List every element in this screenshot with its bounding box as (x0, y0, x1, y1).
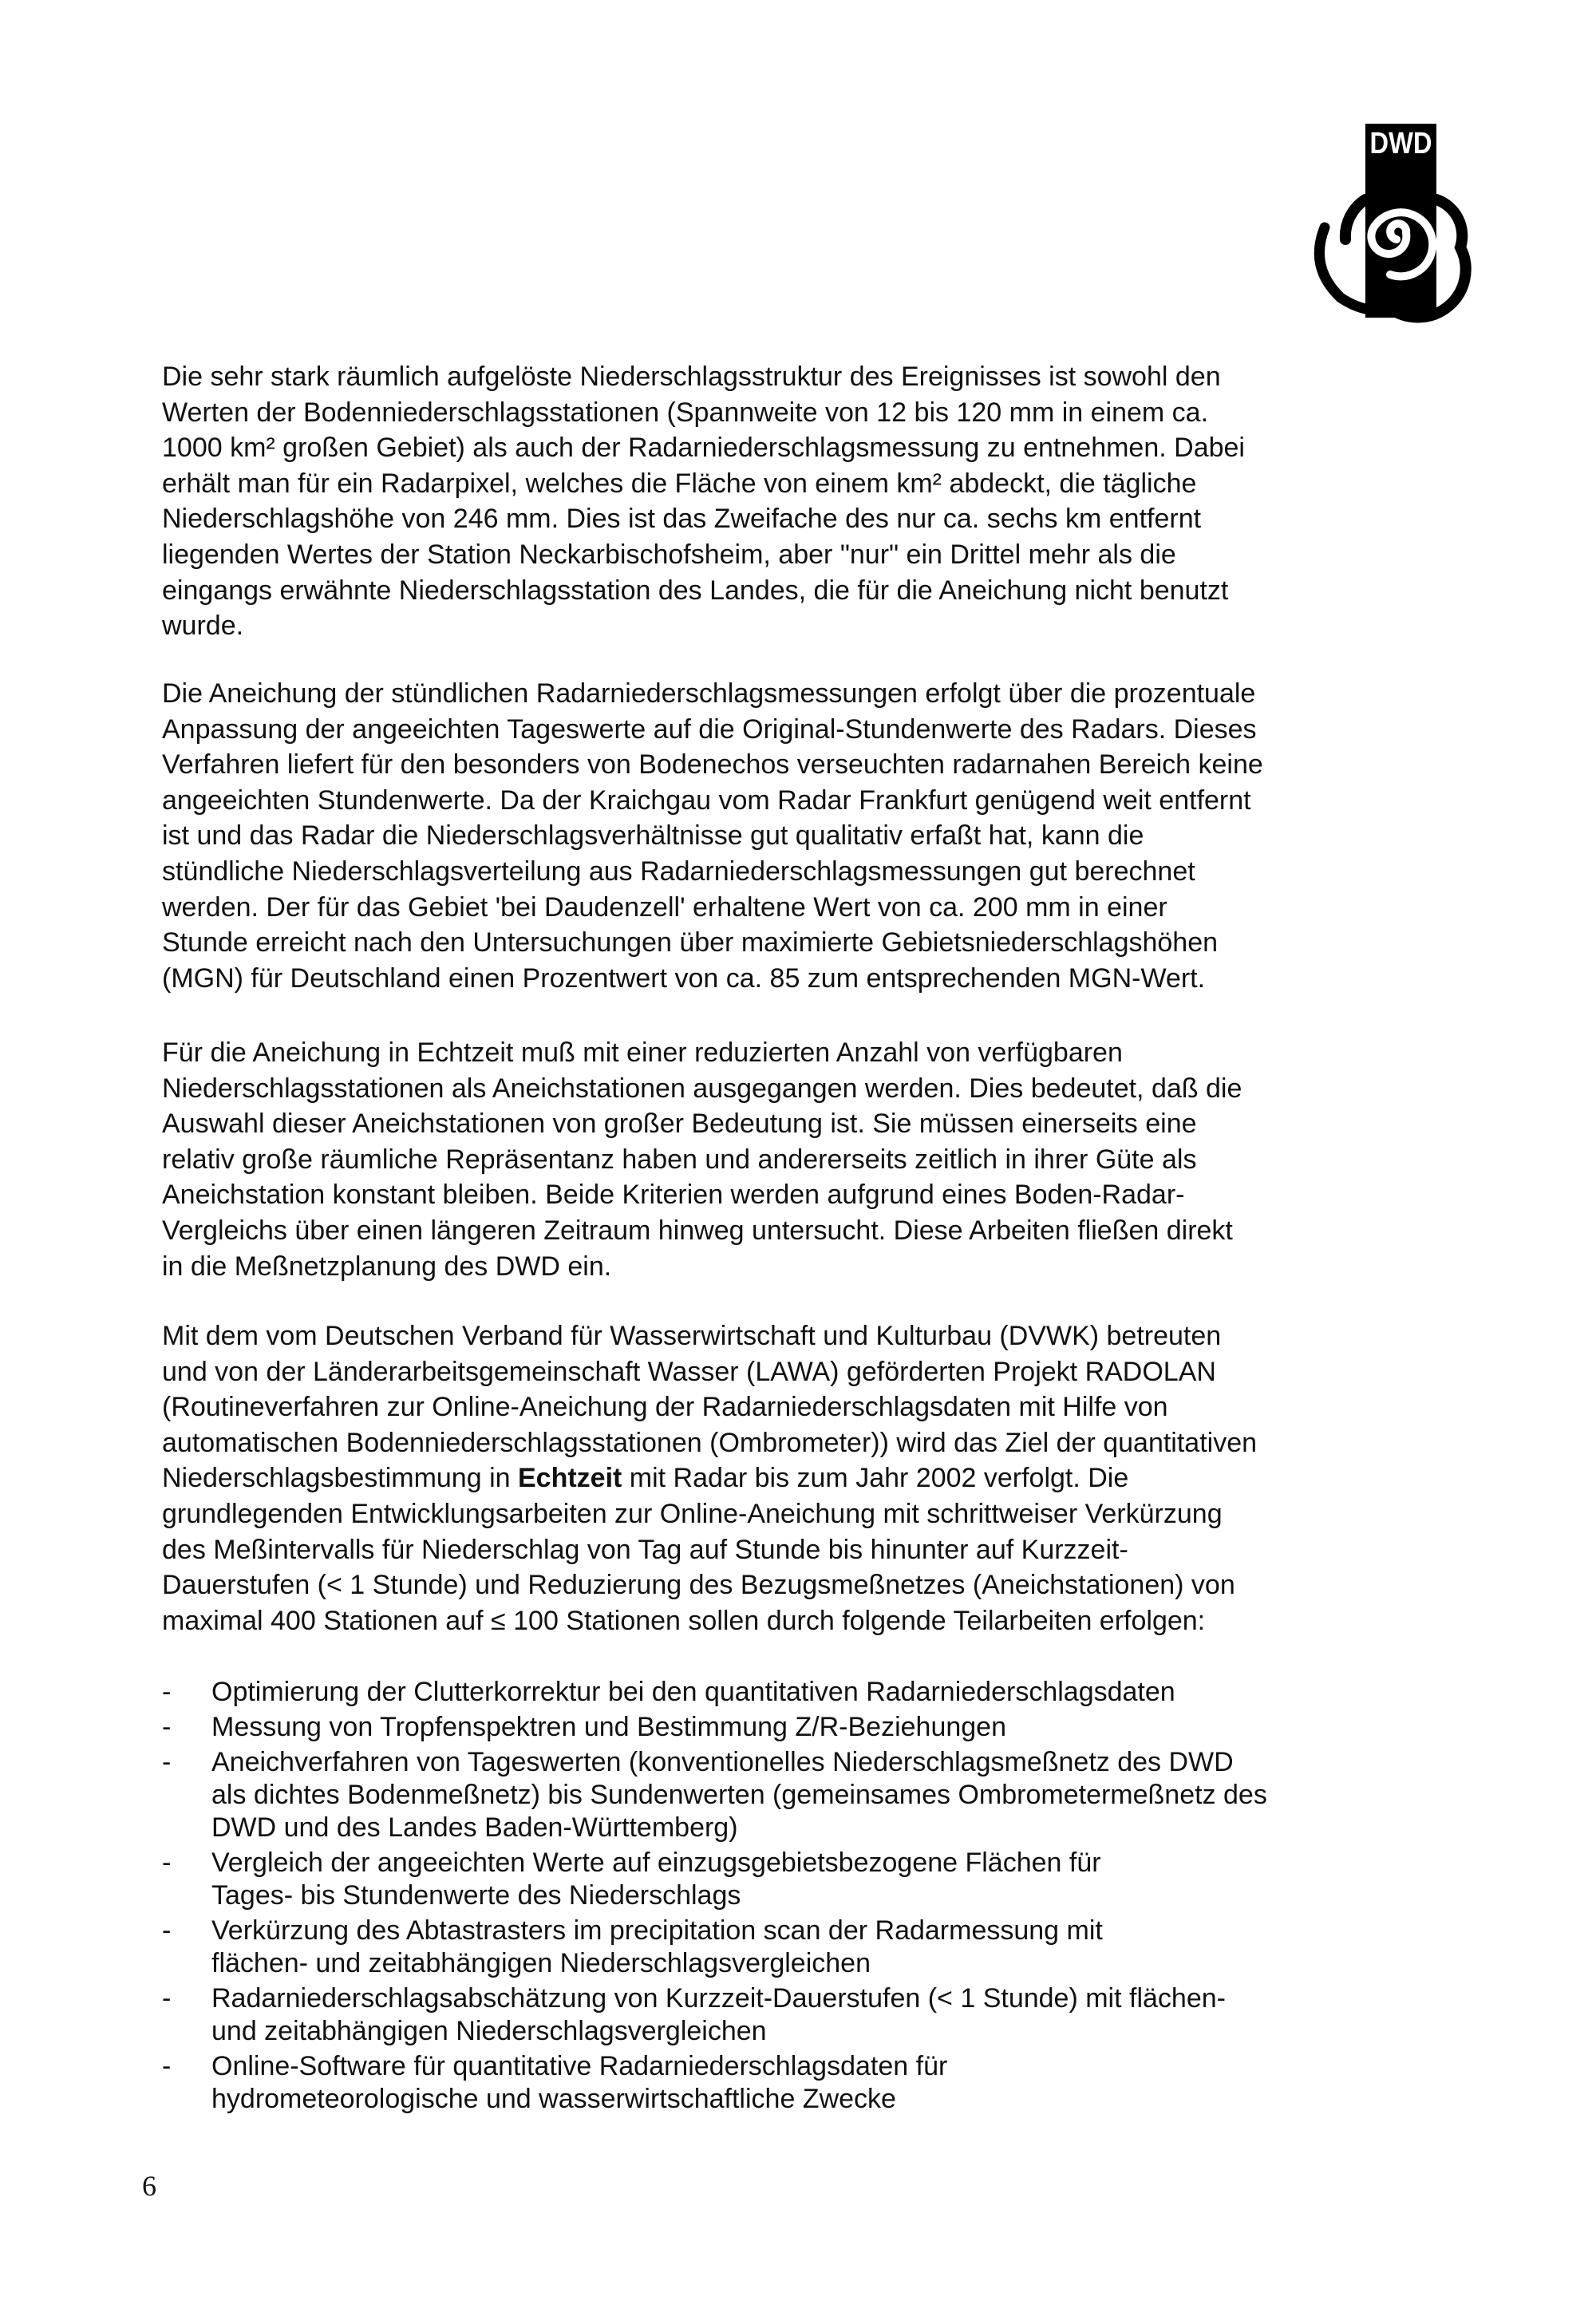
text-line: (MGN) für Deutschland einen Prozentwert von ca. 85 zum entsprechenden MGN-Wert. (162, 962, 1206, 994)
text-line: Die Aneichung der stündlichen Radarniederschlagsmessungen erfolgt über die prozentuale (162, 678, 1256, 709)
text-line: Aneichstation konstant bleiben. Beide Kriterien werden aufgrund eines Boden-Radar- (162, 1180, 1185, 1211)
text-line: automatischen Bodenniederschlagsstationen (Ombrometer)) wird das Ziel der quantitativen (162, 1427, 1258, 1458)
text-line: liegenden Wertes der Station Neckarbischofsheim, aber "nur" ein Drittel mehr als die (162, 539, 1176, 570)
text-line: (Routineverfahren zur Online-Aneichung der Radarniederschlagsdaten mit Hilfe von (162, 1392, 1168, 1423)
text-line: 1000 km² großen Gebiet) als auch der Radarniederschlagsmessung zu entnehmen. Dabei (162, 433, 1245, 464)
text-line: stündliche Niederschlagsverteilung aus Radarniederschlagsmessungen gut berechnet (162, 856, 1195, 887)
text-segment: Niederschlagsbestimmung in (162, 1463, 518, 1494)
text-line: Für die Aneichung in Echtzeit muß mit einer reduzierten Anzahl von verfügbaren (162, 1037, 1123, 1068)
text-line: Vergleichs über einen längeren Zeitraum hinweg untersucht. Diese Arbeiten fließen direkt (162, 1215, 1233, 1246)
text-line: eingangs erwähnte Niederschlagsstation des Landes, die für die Aneichung nicht benutzt (162, 575, 1229, 606)
bullet-dash: - (162, 2051, 172, 2081)
text-line: als dichtes Bodenmeßnetz) bis Sundenwerten (gemeinsames Ombrometermeßnetz des (211, 1780, 1267, 1810)
text-line: Die sehr stark räumlich aufgelöste Niederschlagsstruktur des Ereignisses ist sowohl den (162, 362, 1221, 392)
text-line: Messung von Tropfenspektren und Bestimmung Z/R-Beziehungen (211, 1712, 1006, 1742)
list-item (162, 1711, 1267, 1744)
text-line: DWD und des Landes Baden-Württemberg) (211, 1812, 738, 1843)
text-line: Werten der Bodenniederschlagsstationen (Spannweite von 12 bis 120 mm in einem ca. (162, 397, 1209, 428)
bullet-dash: - (162, 1747, 172, 1777)
text-line: Vergleich der angeeichten Werte auf einzugsgebietsbezogene Flächen für (211, 1848, 1101, 1878)
text-line: Anpassung der angeeichten Tageswerte auf die Original-Stundenwerte des Radars. Dieses (162, 713, 1257, 745)
text-line: und von der Länderarbeitsgemeinschaft Wasser (LAWA) geförderten Projekt RADOLAN (162, 1356, 1216, 1387)
paragraph-4 (162, 1318, 1257, 1638)
list-item (162, 1746, 1267, 1844)
bullet-dash: - (162, 1712, 172, 1742)
text-line: Stunde erreicht nach den Untersuchungen über maximierte Gebietsniederschlagshöhen (162, 927, 1219, 958)
paragraph-1 (162, 359, 1245, 644)
text-line: wurde. (162, 611, 244, 642)
text-line: Aneichverfahren von Tageswerten (konventionelles Niederschlagsmeßnetz des DWD (211, 1747, 1234, 1777)
bullet-dash: - (162, 1915, 172, 1946)
text-line: Auswahl dieser Aneichstationen von großer Bedeutung ist. Sie müssen einerseits eine (162, 1109, 1197, 1140)
list-item (162, 1847, 1267, 1912)
list-item (162, 1915, 1267, 1980)
text-line: werden. Der für das Gebiet 'bei Daudenzell' erhaltene Wert von ca. 200 mm in einer (162, 891, 1167, 923)
text-line: Niederschlagsstationen als Aneichstationen ausgegangen werden. Dies bedeutet, daß die (162, 1073, 1242, 1104)
text-line: Verkürzung des Abtastrasters im precipitation scan der Radarmessung mit (211, 1915, 1103, 1946)
text-line: Mit dem vom Deutschen Verband für Wasserwirtschaft und Kulturbau (DVWK) betreuten (162, 1321, 1222, 1351)
dwd-logo (1277, 104, 1484, 335)
text-segment: mit Radar bis zum Jahr 2002 verfolgt. Die (622, 1463, 1129, 1494)
task-list (162, 1676, 1267, 2118)
text-line: hydrometeorologische und wasserwirtschaftliche Zwecke (211, 2084, 896, 2114)
text-line: und zeitabhängigen Niederschlagsvergleichen (211, 2016, 767, 2046)
page-number: 6 (142, 2170, 156, 2202)
list-item (162, 1676, 1267, 1709)
text-line: Verfahren liefert für den besonders von Bodenechos verseuchten radarnahen Bereich keine (162, 749, 1263, 781)
dwd-spiral-icon (1277, 104, 1484, 335)
text-line (162, 1460, 1257, 1496)
paragraph-3 (162, 1035, 1242, 1284)
text-line: in die Meßnetzplanung des DWD ein. (162, 1251, 612, 1282)
text-line: flächen- und zeitabhängigen Niederschlagsvergleichen (211, 1948, 871, 1978)
list-item (162, 1982, 1267, 2048)
text-line: des Meßintervalls für Niederschlag von Tag auf Stunde bis hinunter auf Kurzzeit- (162, 1534, 1128, 1565)
text-line: ist und das Radar die Niederschlagsverhältnisse gut qualitativ erfaßt hat, kann die (162, 820, 1144, 852)
text-line: Online-Software für quantitative Radarniederschlagsdaten für (211, 2051, 948, 2081)
paragraph-2 (162, 676, 1263, 996)
bullet-dash: - (162, 1983, 172, 2014)
text-line: Optimierung der Clutterkorrektur bei den quantitativen Radarniederschlagsdaten (211, 1677, 1175, 1707)
text-line: maximal 400 Stationen auf ≤ 100 Stationen sollen durch folgende Teilarbeiten erfolgen: (162, 1605, 1206, 1636)
bold-text: Echtzeit (517, 1463, 622, 1494)
text-line: erhält man für ein Radarpixel, welches die Fläche von einem km² abdeckt, die tägliche (162, 468, 1197, 499)
text-line: angeeichten Stundenwerte. Da der Kraichgau vom Radar Frankfurt genügend weit entfernt (162, 785, 1251, 816)
text-line: grundlegenden Entwicklungsarbeiten zur Online-Aneichung mit schrittweiser Verkürzung (162, 1498, 1223, 1529)
text-line: Radarniederschlagsabschätzung von Kurzzeit-Dauerstufen (< 1 Stunde) mit flächen- (211, 1983, 1226, 2014)
bullet-dash: - (162, 1677, 172, 1707)
svg-text:DWD: DWD (1369, 127, 1432, 160)
text-line: Niederschlagshöhe von 246 mm. Dies ist das Zweifache des nur ca. sechs km entfernt (162, 504, 1202, 535)
text-line: relativ große räumliche Repräsentanz haben und andererseits zeitlich in ihrer Güte als (162, 1144, 1197, 1175)
text-line: Tages- bis Stundenwerte des Niederschlags (211, 1880, 741, 1911)
text-line: Dauerstufen (< 1 Stunde) und Reduzierung des Bezugsmeßnetzes (Aneichstationen) von (162, 1570, 1235, 1601)
list-item (162, 2050, 1267, 2116)
bullet-dash: - (162, 1848, 172, 1878)
